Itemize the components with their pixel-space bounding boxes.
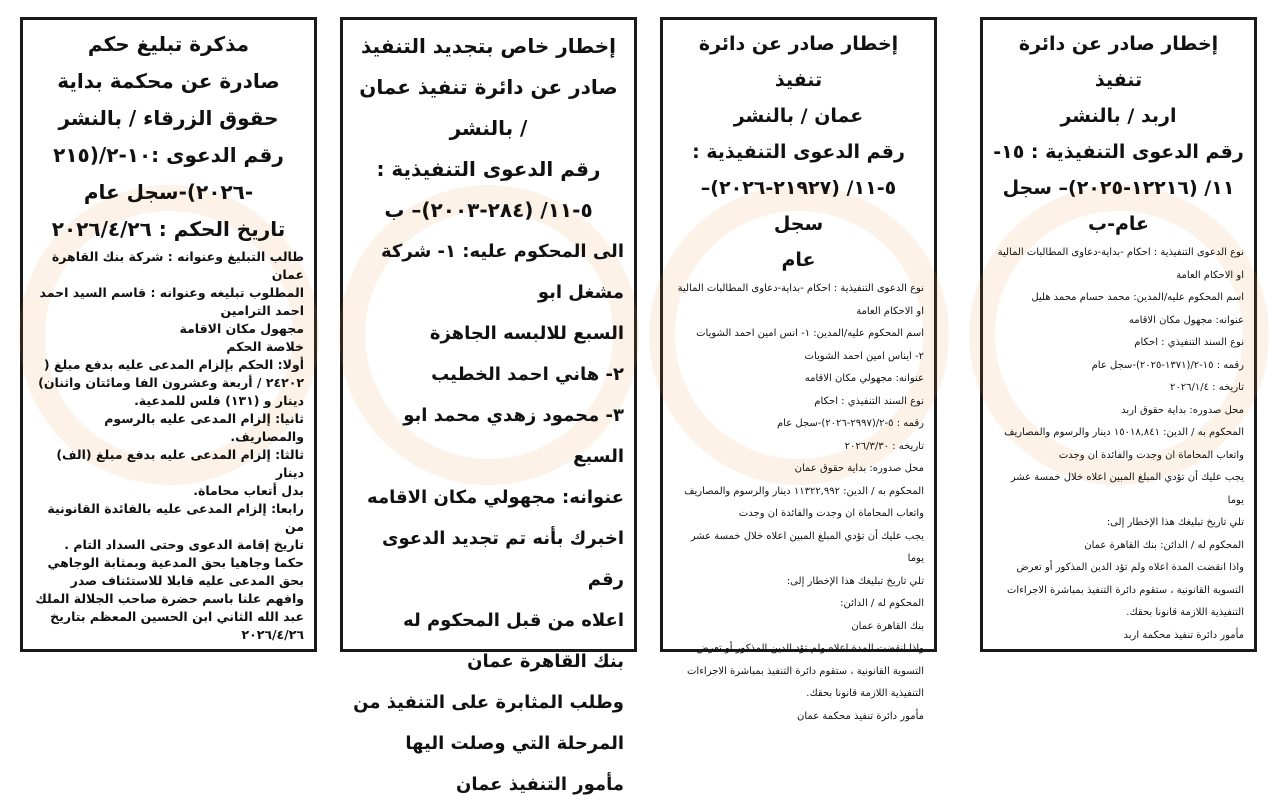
body-line: ثالثا: إلزام المدعى عليه بدفع مبلغ (الف) دينار <box>56 447 304 480</box>
body-line: السبع للالبسه الجاهزة <box>429 323 624 344</box>
body-line: واتعاب المحاماة ان وجدت والفائدة ان وجدت <box>738 508 924 519</box>
notice-heading-line: عام <box>781 249 816 271</box>
notice-heading-line: صادرة عن محكمة بداية <box>57 69 280 93</box>
body-line: محل صدوره: بداية حقوق عمان <box>794 463 924 474</box>
body-line: المحكوم به / الدين: ١٥٠١٨,٨٤١ دينار والرسوم والمصاريف <box>1004 427 1244 438</box>
body-line: واتعاب المحاماة ان وجدت والفائدة ان وجدت <box>1058 449 1244 461</box>
body-line: بنك القاهرة عمان <box>467 651 624 672</box>
body-line: يجب عليك أن تؤدي المبلغ المبين اعلاه خلال خمسة عشر يوما <box>1010 472 1244 506</box>
notice-amman-execution <box>660 17 937 722</box>
notice-heading-line: رقم الدعوى التنفيذية : ١٥- <box>993 141 1244 163</box>
body-line: المطلوب تبليغه وعنوانه : قاسم السيد احمد <box>39 285 304 300</box>
notice-heading-line: عام-ب <box>1087 213 1150 235</box>
body-line: محل صدوره: بداية حقوق اربد <box>1121 404 1244 416</box>
body-line: عمان <box>271 267 304 282</box>
notice-content <box>343 20 634 805</box>
body-line: او الاحكام العامة <box>1176 269 1244 281</box>
body-line: المحكوم به / الدين: ١١٣٢٢,٩٩٢ دينار والرسوم والمصاريف <box>684 485 924 497</box>
body-line: اعلاه من قبل المحكوم له <box>403 610 624 631</box>
notice-heading-line: / بالنشر <box>449 116 528 140</box>
notice-irbid-execution <box>980 17 1257 652</box>
notice-heading-line: ٥-١١/ (٢٨٤-٢٠٠٣)– ب <box>384 198 593 222</box>
body-line: أولا: الحكم بإلزام المدعى عليه بدفع مبلغ ( <box>43 357 304 372</box>
body-line: عبد الله الثاني ابن الحسين المعظم بتاريخ <box>50 609 304 624</box>
body-line: عنوانه: مجهولي مكان الاقامه <box>804 373 924 384</box>
body-line: تاريخ إقامة الدعوى وحتى السداد التام . <box>64 537 304 552</box>
body-line: او الاحكام العامة <box>856 305 924 317</box>
body-line: نوع السند التنفيذي : احكام <box>814 395 924 407</box>
body-line: ٢٠٢٦/٤/٢٦ <box>241 627 304 642</box>
body-line: بنك القاهرة عمان <box>851 620 924 632</box>
body-line: المحكوم له / الدائن: <box>840 598 924 609</box>
body-line: بحق المدعى عليه قابلا للاستئناف صدر <box>70 573 304 588</box>
notice-heading-line: صادر عن دائرة تنفيذ عمان <box>359 75 618 99</box>
body-line: واذا انقضت المدة اعلاه ولم تؤد الدين المذكور أو تعرض <box>1016 562 1244 573</box>
notice-heading-line: ٥-١١/ (٢١٩٢٧-٢٠٢٦)– سجل <box>700 177 897 235</box>
body-line: تلي تاريخ تبليغك هذا الإخطار إلى: <box>786 575 924 587</box>
body-line: تاريخه : ٢٠٢٦/١/٤ <box>1170 382 1244 393</box>
notice-heading-line: إخطار صادر عن دائرة تنفيذ <box>1018 33 1219 91</box>
body-line: خلاصة الحكم <box>226 339 304 354</box>
body-line: التسوية القانونية ، ستقوم دائرة التنفيذ بمباشرة الاجراءات <box>1007 584 1244 596</box>
body-line: ٢٤٢٠٢ / أربعة وعشرون الفا ومائتان واثنان) <box>38 375 304 390</box>
body-line: طالب التبليغ وعنوانه : شركة بنك القاهرة <box>51 249 304 264</box>
body-line: اسم المحكوم عليه/المدين: ١- انس امين احمد الشويات <box>696 328 924 339</box>
notice-heading-line: رقم الدعوى التنفيذية : <box>692 141 905 163</box>
body-line: اسم المحكوم عليه/المدين: محمد حسام محمد هليل <box>1031 292 1244 303</box>
body-line: ٣- محمود زهدي محمد ابو السبع <box>403 405 624 467</box>
body-line: بدل أتعاب محاماة. <box>193 483 304 498</box>
body-line: رقمه : ١٥-٢/(١٣٧١-٢٠٢٥)-سجل عام <box>1091 359 1244 371</box>
body-line: التنفيذية اللازمة قانونا بحقك. <box>806 688 924 699</box>
notice-heading-line: اربد / بالنشر <box>1060 105 1177 127</box>
notice-heading-line: إخطار صادر عن دائرة تنفيذ <box>698 33 899 91</box>
body-line: ٢- هاني احمد الخطيب <box>431 364 624 385</box>
body-line: وطلب المثابرة على التنفيذ من <box>353 692 624 713</box>
body-line: احمد الترامين <box>220 303 304 318</box>
body-line: المرحلة التي وصلت اليها <box>405 733 624 754</box>
notice-heading-line: -٢٠٢٦)-سجل عام <box>83 180 254 204</box>
notice-heading-line: عمان / بالنشر <box>733 105 864 127</box>
body-line: التسوية القانونية ، ستقوم دائرة التنفيذ بمباشرة الاجراءات <box>687 665 924 677</box>
body-line: رابعا: إلزام المدعى عليه بالفائدة القانونية من <box>47 501 304 534</box>
body-line: عنوانه: مجهول مكان الاقامه <box>1128 314 1244 326</box>
body-line: نوع السند التنفيذي : احكام <box>1134 337 1244 348</box>
notice-heading-line: رقم الدعوى التنفيذية : <box>376 157 601 181</box>
body-line: مأمور دائرة تنفيذ محكمة اربد <box>1123 629 1244 641</box>
body-line: المحكوم له / الدائن: بنك القاهرة عمان <box>1084 539 1244 551</box>
body-line: وافهم علنا باسم حضرة صاحب الجلالة الملك <box>35 591 304 606</box>
body-line: تلي تاريخ تبليغك هذا الإخطار إلى: <box>1106 517 1244 528</box>
body-line: حكما وجاهيا بحق المدعية وبمثابة الوجاهي <box>47 555 304 570</box>
body-line: مأمور دائرة تنفيذ محكمة عمان <box>797 710 924 722</box>
body-line: ٢- ايناس امين احمد الشويات <box>804 350 924 362</box>
body-line: نوع الدعوى التنفيذية : احكام -بداية-دعاوى المطالبات المالية <box>997 247 1244 258</box>
body-line: رقمه : ٥-٢/(٢٩٩٧-٢٠٢٦)-سجل عام <box>776 418 924 429</box>
body-line: الى المحكوم عليه: ١- شركة مشغل ابو <box>381 241 624 303</box>
body-line: يجب عليك أن تؤدي المبلغ المبين اعلاه خلال خمسة عشر يوما <box>690 530 924 564</box>
body-line: نوع الدعوى التنفيذية : احكام -بداية-دعاوى المطالبات المالية <box>677 283 924 294</box>
notice-heading-line: إخطار خاص بتجديد التنفيذ <box>361 34 616 58</box>
body-line: مأمور التنفيذ عمان <box>455 774 624 795</box>
body-line: دينار و (١٣١) فلس للمدعية. <box>134 393 304 408</box>
notice-content <box>983 20 1254 647</box>
notice-heading-line: رقم الدعوى :١٠-٢/(٢١٥ <box>53 143 284 167</box>
notice-content <box>663 20 934 728</box>
notice-heading-line: حقوق الزرقاء / بالنشر <box>58 106 279 130</box>
notice-content <box>23 20 314 644</box>
notice-heading-line: مذكرة تبليغ حكم <box>87 32 250 56</box>
body-line: اخبرك بأنه تم تجديد الدعوى رقم <box>381 528 624 590</box>
body-line: التنفيذية اللازمة قانونا بحقك. <box>1126 607 1244 618</box>
body-line: مجهول مكان الاقامة <box>179 321 304 336</box>
body-line: واذا انقضت المدة اعلاه ولم تؤد الدين المذكور أو تعرض <box>696 643 924 654</box>
notice-amman-renewal <box>340 17 637 795</box>
body-line: ثانيا: إلزام المدعى عليه بالرسوم والمصاريف. <box>104 411 304 444</box>
body-line: تاريخه : ٢٠٢٦/٣/٣٠ <box>844 440 924 452</box>
body-line: عنوانه: مجهولي مكان الاقامه <box>367 487 624 508</box>
notice-body <box>33 248 304 644</box>
notice-heading-line: ١١/ (١٢٢١٦-٢٠٢٥)– سجل <box>1002 177 1235 199</box>
notice-heading-line: تاريخ الحكم : ٢٠٢٦/٤/٢٦ <box>51 217 286 241</box>
notice-zarqa-judgment <box>20 17 317 652</box>
